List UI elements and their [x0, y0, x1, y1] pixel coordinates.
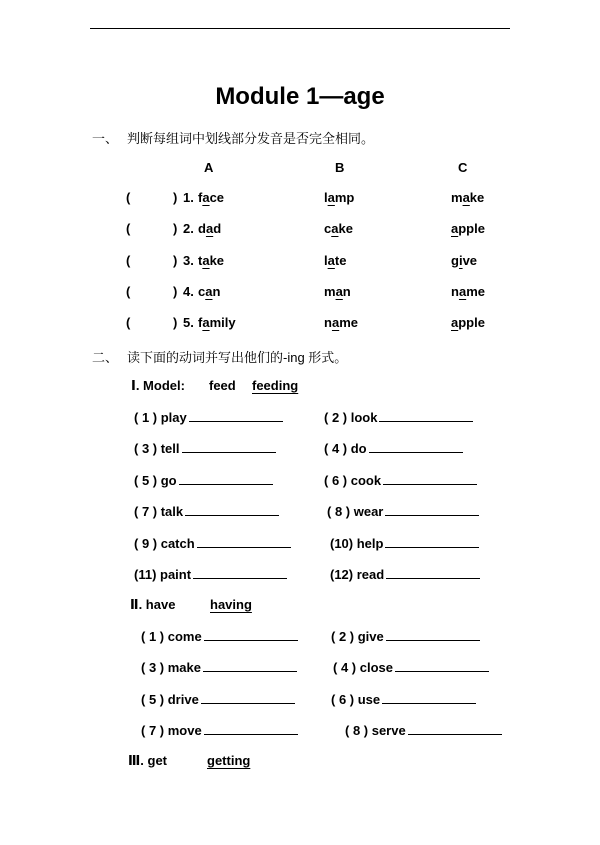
- question-number: 5.: [183, 315, 194, 330]
- word-option-a: [198, 253, 224, 268]
- answer-blank[interactable]: [203, 659, 297, 672]
- underlined-letter: a: [335, 284, 343, 299]
- exercise-item: [134, 440, 276, 456]
- word-option-a: [198, 315, 236, 330]
- answer-paren-open: (: [126, 221, 131, 236]
- word-part: te: [334, 253, 347, 268]
- answer-blank[interactable]: [204, 628, 298, 641]
- exercise-word: ( 1 ) play: [134, 410, 187, 425]
- word-option-b: [324, 221, 353, 236]
- part2-label: Ⅱ. have: [130, 597, 176, 612]
- part2-model-answer: having: [210, 597, 252, 612]
- word-option-c: [451, 190, 484, 205]
- word-part: g: [451, 253, 459, 268]
- word-part: m: [451, 190, 463, 205]
- underlined-letter: a: [458, 284, 467, 299]
- word-part: mp: [334, 190, 355, 205]
- answer-blank[interactable]: [201, 691, 295, 704]
- answer-blank[interactable]: [133, 285, 171, 299]
- exercise-item: [330, 535, 479, 551]
- column-header-a: A: [204, 160, 214, 175]
- word-option-a: [198, 221, 221, 236]
- part1-model-word: feed: [209, 378, 236, 393]
- question-number: 2.: [183, 221, 194, 236]
- underlined-letter: a: [327, 253, 335, 268]
- answer-blank[interactable]: [385, 503, 479, 516]
- exercise-word: ( 5 ) drive: [141, 692, 199, 707]
- exercise-word: ( 2 ) give: [331, 629, 384, 644]
- answer-paren-open: (: [126, 284, 131, 299]
- word-part: l: [324, 253, 328, 268]
- word-option-c: [451, 315, 485, 330]
- underlined-letter: a: [331, 315, 340, 330]
- exercise-word: ( 6 ) use: [331, 692, 381, 707]
- word-option-b: [324, 190, 354, 205]
- exercise-item: [141, 691, 295, 707]
- exercise-item: [134, 535, 291, 551]
- word-option-b: [324, 253, 346, 268]
- exercise-item: [331, 691, 476, 707]
- underlined-letter: i: [458, 253, 463, 268]
- exercise-item: [134, 566, 287, 582]
- answer-paren-open: (: [126, 253, 131, 268]
- word-part: n: [324, 315, 332, 330]
- word-part: ke: [338, 221, 353, 236]
- answer-blank[interactable]: [133, 191, 171, 205]
- exercise-word: (12) read: [330, 567, 385, 582]
- answer-blank[interactable]: [383, 472, 477, 485]
- exercise-word: ( 2 ) look: [324, 410, 378, 425]
- answer-paren-open: (: [126, 315, 131, 330]
- answer-paren-close: ): [173, 221, 178, 236]
- word-option-c: [451, 284, 485, 299]
- word-part: ke: [209, 253, 225, 268]
- answer-blank[interactable]: [133, 316, 171, 330]
- answer-blank[interactable]: [395, 659, 489, 672]
- answer-blank[interactable]: [182, 440, 276, 453]
- answer-blank[interactable]: [204, 722, 298, 735]
- exercise-item: [331, 628, 480, 644]
- word-option-b: [324, 315, 358, 330]
- exercise-word: ( 4 ) close: [333, 660, 393, 675]
- exercise-word: ( 6 ) cook: [324, 473, 382, 488]
- exercise-item: [141, 628, 298, 644]
- word-option-c: [451, 253, 477, 268]
- exercise-word: ( 1 ) come: [141, 629, 202, 644]
- answer-paren-close: ): [173, 190, 178, 205]
- answer-blank[interactable]: [408, 722, 502, 735]
- exercise-word: (11) paint: [134, 567, 192, 582]
- answer-paren-open: (: [126, 190, 131, 205]
- underlined-letter: a: [202, 253, 210, 268]
- exercise-word: ( 3 ) tell: [134, 441, 180, 456]
- word-option-b: [324, 284, 351, 299]
- exercise-item: [324, 440, 463, 456]
- answer-blank[interactable]: [382, 691, 476, 704]
- part3-label: Ⅲ. get: [128, 753, 168, 768]
- part3-model-answer: getting: [207, 753, 251, 768]
- word-part: pple: [458, 315, 485, 330]
- exercise-word: ( 5 ) go: [134, 473, 177, 488]
- answer-blank[interactable]: [379, 409, 473, 422]
- exercise-item: [345, 722, 502, 738]
- exercise-item: [141, 722, 298, 738]
- answer-blank[interactable]: [193, 566, 287, 579]
- exercise-item: [330, 566, 480, 582]
- question-number: 1.: [183, 190, 194, 205]
- word-part: f: [198, 315, 203, 330]
- word-part: f: [198, 190, 203, 205]
- exercise-word: (10) help: [330, 536, 384, 551]
- exercise-word: ( 3 ) make: [141, 660, 201, 675]
- answer-paren-close: ): [173, 253, 178, 268]
- word-part: t: [198, 253, 203, 268]
- underlined-letter: a: [205, 284, 213, 299]
- underlined-letter: a: [462, 190, 470, 205]
- question-number: 3.: [183, 253, 194, 268]
- underlined-letter: a: [331, 221, 339, 236]
- answer-blank[interactable]: [133, 222, 171, 236]
- answer-blank[interactable]: [386, 566, 480, 579]
- answer-blank[interactable]: [179, 472, 273, 485]
- exercise-word: ( 7 ) talk: [134, 504, 184, 519]
- word-part: d: [198, 221, 206, 236]
- exercise-word: ( 9 ) catch: [134, 536, 195, 551]
- exercise-item: [134, 472, 273, 488]
- exercise-word: ( 8 ) serve: [345, 723, 406, 738]
- word-part: n: [451, 284, 459, 299]
- exercise-item: [324, 409, 473, 425]
- answer-blank[interactable]: [185, 503, 279, 516]
- question-number: 4.: [183, 284, 194, 299]
- part1-model-answer: feeding: [252, 378, 299, 393]
- top-rule: [90, 28, 510, 29]
- answer-paren-close: ): [173, 284, 178, 299]
- word-part: ce: [209, 190, 225, 205]
- answer-blank[interactable]: [369, 440, 463, 453]
- word-part: l: [324, 190, 328, 205]
- section2-instruction: 读下面的动词并写出他们的-ing 形式。: [127, 350, 348, 365]
- word-part: mily: [209, 315, 236, 330]
- word-part: ve: [462, 253, 478, 268]
- word-part: ke: [469, 190, 485, 205]
- word-part: me: [339, 315, 358, 330]
- exercise-item: [324, 472, 477, 488]
- underlined-letter: a: [205, 221, 214, 236]
- word-part: pple: [458, 221, 485, 236]
- exercise-item: [333, 659, 489, 675]
- answer-blank[interactable]: [189, 409, 283, 422]
- word-part: n: [342, 284, 351, 299]
- section2-number: 二、: [92, 350, 119, 365]
- column-header-b: B: [335, 160, 345, 175]
- underlined-letter: a: [451, 221, 459, 236]
- part1-label: Ⅰ. Model:: [131, 378, 185, 393]
- underlined-letter: a: [451, 315, 459, 330]
- word-part: d: [213, 221, 222, 236]
- word-part: c: [324, 221, 332, 236]
- exercise-word: ( 4 ) do: [324, 441, 367, 456]
- exercise-item: [134, 503, 279, 519]
- word-option-a: [198, 284, 220, 299]
- underlined-letter: a: [327, 190, 335, 205]
- page-title: Module 1—age: [215, 83, 385, 110]
- word-part: me: [466, 284, 485, 299]
- exercise-word: ( 7 ) move: [141, 723, 202, 738]
- word-option-a: [198, 190, 224, 205]
- section1-instruction: 判断每组词中划线部分发音是否完全相同。: [127, 131, 375, 146]
- exercise-item: [141, 659, 297, 675]
- exercise-word: ( 8 ) wear: [327, 504, 384, 519]
- answer-blank[interactable]: [133, 254, 171, 268]
- answer-blank[interactable]: [386, 628, 480, 641]
- underlined-letter: a: [202, 190, 210, 205]
- exercise-item: [327, 503, 479, 519]
- exercise-item: [134, 409, 283, 425]
- word-part: m: [324, 284, 336, 299]
- answer-blank[interactable]: [385, 535, 479, 548]
- underlined-letter: a: [202, 315, 210, 330]
- word-option-c: [451, 221, 485, 236]
- answer-blank[interactable]: [197, 535, 291, 548]
- answer-paren-close: ): [173, 315, 178, 330]
- word-part: n: [212, 284, 221, 299]
- column-header-c: C: [458, 160, 468, 175]
- section1-number: 一、: [92, 131, 119, 146]
- word-part: c: [198, 284, 206, 299]
